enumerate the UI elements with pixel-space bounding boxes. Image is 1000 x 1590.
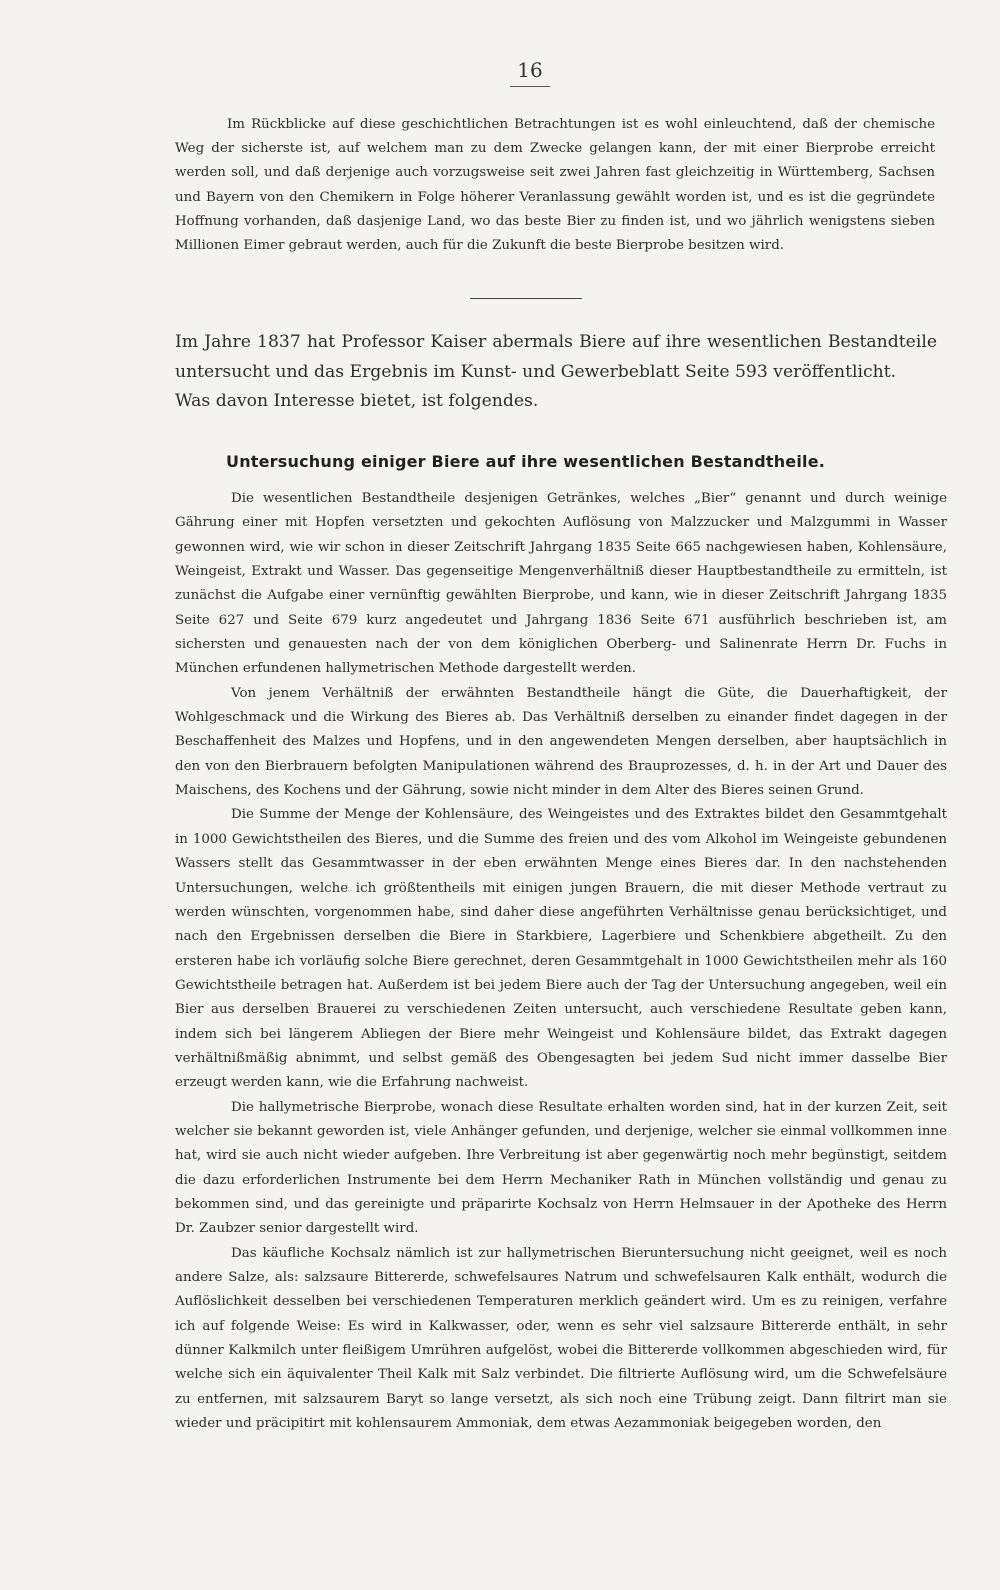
body-paragraph-3: Die Summe der Menge der Kohlensäure, des Weingeistes und des Extraktes bildet den Gesammtgehalt in 1000 Gewichtstheilen des Bieres, und die Summe des freien und des vom Alkohol im Weingeiste gebundenen Wassers stellt das Gesammtwasser in der eben erwähnten Menge eines Bieres dar. In den nachstehenden Untersuchungen, welche ich größtentheils mit einigen jungen Brauern, die mit dieser Methode vertraut zu werden wünschten, vorgenommen habe, sind daher diese angeführten Verhältnisse genau berücksichtiget, und nach den Ergebnissen derselben die Biere in Starkbiere, Lagerbiere und Schenkbiere abgetheilt. Zu den ersteren habe ich vorläufig solche Biere gerechnet, deren Gesammtgehalt in 1000 Gewichtstheilen mehr als 160 Gewichtstheile betragen hat. Außerdem ist bei jedem Biere auch der Tag der Untersuchung angegeben, weil ein Bier aus derselben Brauerei zu verschiedenen Zeiten untersucht, auch verschiedene Resultate geben kann, indem sich bei längerem Abliegen der Biere mehr Weingeist und Kohlensäure bildet, das Extrakt dagegen verhältnißmäßig abnimmt, und selbst gemäß des Obengesagten bei jedem Sud nicht immer dasselbe Bier erzeugt werden kann, wie die Erfahrung nachweist. <box>175 807 947 1091</box>
body-paragraph-5: Das käufliche Kochsalz nämlich ist zur hallymetrischen Bieruntersuchung nicht geeignet, weil es noch andere Salze, als: salzsaure Bittererde, schwefelsaures Natrum und schwefelsauren Kalk enthält, wodurch die Auflöslichkeit desselben bei verschiedenen Temperaturen merklich geändert wird. Um es zu reinigen, verfahre ich auf folgende Weise: Es wird in Kalkwasser, oder, wenn es sehr viel salzsaure Bittererde enthält, in sehr dünner Kalkmilch unter fleißigem Umrühren aufgelöst, wobei die Bittererde vollkommen abgeschieden wird, für welche sich ein äquivalenter Theil Kalk mit Salz verbindet. Die filtrierte Auflösung wird, um die Schwefelsäure zu entfernen, mit salzsaurem Baryt so lange versetzt, als sich noch eine Trübung zeigt. Dann filtrirt man sie wieder und präcipitirt mit kohlensaurem Ammoniak, dem etwas Aezammoniak beigegeben worden, den <box>175 1245 947 1432</box>
section-divider <box>470 298 582 299</box>
body-paragraph-4: Die hallymetrische Bierprobe, wonach diese Resultate erhalten worden sind, hat in der kurzen Zeit, seit welcher sie bekannt geworden ist, viele Anhänger gefunden, und derjenige, welcher sie einmal vollkommen inne hat, wird sie auch nicht wieder aufgeben. Ihre Verbreitung ist aber gegenwärtig noch mehr begünstigt, seitdem die dazu erforderlichen Instrumente bei dem Herrn Mechaniker Rath in München vollständig und genau zu bekommen sind, und das gereinigte und präparirte Kochsalz von Herrn Helmsauer in der Apotheke des Herrn Dr. Zaubzer senior dargestellt wird. <box>175 1099 947 1237</box>
intro-text-block <box>175 113 935 258</box>
section-heading: Untersuchung einiger Biere auf ihre wesentlichen Bestandtheile. <box>226 452 826 471</box>
body-paragraph-1: Die wesentlichen Bestandtheile desjenigen Getränkes, welches „Bier“ genannt und durch weinige Gährung einer mit Hopfen versetzten und gekochten Auflösung von Malzzucker und Malzgummi in Wasser gewonnen wird, wie wir schon in dieser Zeitschrift Jahrgang 1835 Seite 665 nachgewiesen haben, Kohlensäure, Weingeist, Extrakt und Wasser. Das gegenseitige Mengenverhältniß dieser Hauptbestandtheile zu ermitteln, ist zunächst die Aufgabe einer vernünftig gewählten Bierprobe, und kann, wie in dieser Zeitschrift Jahrgang 1835 Seite 627 und Seite 679 kurz angedeutet und Jahrgang 1836 Seite 671 ausführlich beschrieben ist, am sichersten und genauesten nach der von dem königlichen Oberberg- und Salinenrate Herrn Dr. Fuchs in München erfundenen hallymetrischen Methode dargestellt werden. <box>175 491 947 677</box>
large-type-block <box>175 328 937 417</box>
large-type-line: Was davon Interesse bietet, ist folgendes. <box>175 391 539 411</box>
body-text-block <box>175 487 947 1436</box>
page-number-rule <box>510 86 550 87</box>
large-type-paragraph: Im Jahre 1837 hat Professor Kaiser abermals Biere auf ihre wesentlichen Bestandteile untersucht und das Ergebnis im Kunst- und Gewerbeblatt Seite 593 veröffentlicht. <box>175 332 937 382</box>
body-paragraph-2: Von jenem Verhältniß der erwähnten Bestandtheile hängt die Güte, die Dauerhaftigkeit, der Wohlgeschmack und die Wirkung des Bieres ab. Das Verhältniß derselben zu einander findet dagegen in der Beschaffenheit des Malzes und Hopfens, und in den angewendeten Mengen derselben, aber hauptsächlich in den von den Bierbrauern befolgten Manipulationen während des Brauprozesses, d. h. in der Art und Dauer des Maischens, des Kochens und der Gährung, sowie nicht minder in dem Alter des Bieres seinen Grund. <box>175 685 947 799</box>
page-number: 16 <box>517 58 543 82</box>
intro-paragraph: Im Rückblicke auf diese geschichtlichen Betrachtungen ist es wohl einleuchtend, daß der chemische Weg der sicherste ist, auf welchem man zu dem Zwecke gelangen kann, der mit einer Bierprobe erreicht werden soll, und daß derjenige auch vorzugsweise seit zwei Jahren fast gleichzeitig in Württemberg, Sachsen und Bayern von den Chemikern in Folge höherer Veranlassung gewählt worden ist, und es ist die gegründete Hoffnung vorhanden, daß dasjenige Land, wo das beste Bier zu finden ist, und wo jährlich wenigstens sieben Millionen Eimer gebraut werden, auch für die Zukunft die beste Bierprobe besitzen wird. <box>175 117 935 254</box>
